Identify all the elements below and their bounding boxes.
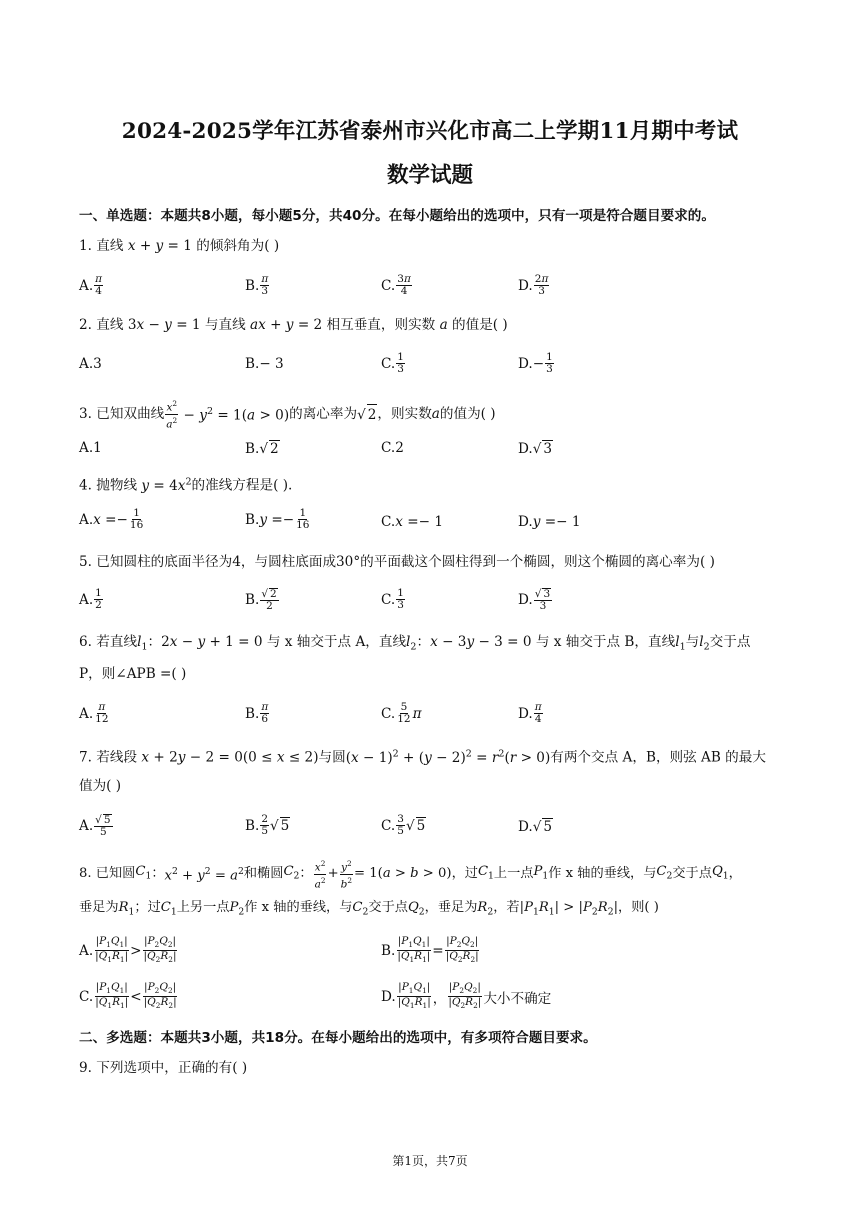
q6-eq1: 2x − y + 1 = 0 [161,634,267,650]
option-label: D. [518,705,533,722]
option-label: C. [381,355,396,372]
q2-line1: 3x − y = 1 [127,317,201,333]
question-2 [79,315,508,335]
fraction: $\frac{3\pi}{4}$ [397,273,411,297]
option-label: B. [245,277,260,294]
q8-text: ；过 [134,900,161,915]
q2-line2: ax + y = 2 [250,317,323,333]
fraction: $\frac{\pi}{4}$ [534,701,542,725]
q7-option-d[interactable]: D. √ 5 [518,818,553,835]
q8-text: 交于点 [672,866,712,881]
q2-option-d[interactable]: D. − $\frac{1}{3}$ [518,351,553,375]
option-label: C. [381,817,396,834]
option-label: A. [79,511,94,528]
q8-text: 交于点 [368,900,408,915]
q5-option-c[interactable] [381,588,406,611]
option-label: D. [518,514,533,530]
option-label: C. [79,988,94,1005]
section-single-choice: 一、单选题：本题共8小题，每小题5分，共40分。在每小题给出的选项中，只有一项是符合题目要求的。 [79,208,715,224]
option-label: B. [245,705,260,722]
q3-prefix: 3. 已知双曲线 [79,406,165,422]
option-label: C. [381,705,396,722]
q1-suffix: 的倾斜角为( ) [191,238,280,254]
fraction: $\frac{1}{3}$ [397,587,404,611]
q6-option-d[interactable] [518,702,544,725]
q8-option-c[interactable]: C. $\frac{|P_1Q_1|}{|Q_1R_1|}$ < $\frac{|P_2Q_2|}{|Q_2R_2|}$ [79,981,177,1011]
q7-option-c[interactable]: C. $\frac{3}{5}$ √ 5 [381,813,426,837]
fraction: $\frac{1}{2}$ [95,587,102,611]
q8-text: 作 x 轴的垂线，与 [548,866,657,881]
fraction: $\frac{|P_2Q_2|}{|Q_2R_2|}$ [445,935,479,965]
q6-l2: $l_2$ [406,634,417,653]
q6-option-c[interactable]: C. $\frac{5}{12}$ π [381,701,422,725]
question-5: 5. 已知圆柱的底面半径为4，与圆柱底面成30°的平面截这个圆柱得到一个椭圆，则这个椭圆的离心率为( ) [79,554,715,570]
option-label: D. [518,277,533,294]
q5-option-d[interactable] [518,588,553,612]
option-label: B. [381,942,396,959]
q7-text: 与圆 [318,749,346,766]
q3-end: 的值为( ) [439,406,496,422]
fraction: $\frac{|P_1Q_1|}{|Q_1R_1|}$ [95,981,129,1011]
option-label: A. [79,277,94,294]
question-8-line-1: 8. 已知圆 $C_1$ ： $x^2 + y^2 = a^2$ 和椭圆 $C_2$ ： $\frac{x^2}{a^2}$ + $\frac{y^2}{b^2}$ = 1(a > b > 0) ，过 $C_1$ 上一点 $P_1$ 作 x 轴的垂线，与 $C_2$ 交于点 $Q_1$ ， [79,859,742,890]
q3-option-c[interactable]: C. 2 [381,440,404,456]
q7-circle: $(x - 1)^2 + (y - 2)^2 = r^2(r > 0)$ [345,748,551,766]
q6-l1: $l_1$ [137,634,148,653]
q2-mid: 与直线 [200,317,250,333]
q3-suffix: ，则实数 [377,406,432,422]
q2-prefix: 2. 直线 [79,317,128,333]
fraction: $\frac{5}{12}$ [397,701,411,725]
q6-text: 与 x 轴交于点 B，直线 [535,634,676,650]
question-6-line-2: P，则∠APB =( ) [79,666,187,682]
option-label: A. [79,705,94,722]
question-1 [79,236,279,256]
q2-option-a[interactable]: A. 3 [79,356,102,372]
q4-option-c[interactable]: C. x =− 1 [381,514,443,530]
q4-option-d[interactable]: D. y =− 1 [518,514,581,530]
q4-prefix: 4. 抛物线 [79,477,142,494]
option-label: B. [245,356,260,372]
q4-suffix: 的准线方程是( ). [191,477,293,494]
q5-option-b[interactable] [245,588,280,612]
q1-option-a[interactable] [79,274,104,297]
question-4 [79,472,292,496]
fraction: $\frac{\pi}{4}$ [95,273,103,297]
q4-option-b[interactable]: B. y =− $\frac{1}{16}$ [245,507,310,531]
option-label: A. [79,942,94,959]
option-label: A. [79,356,94,372]
q1-option-d[interactable] [518,274,550,297]
q8-text: ，则( ) [618,900,659,915]
q3-equation: − $y^2 = 1(a > 0)$ [183,406,290,424]
fraction: $\frac{√ 5}{5}$ [95,814,111,838]
option-label: C. [381,514,396,530]
option-label: C. [381,277,396,294]
q8-option-d[interactable]: D. $\frac{|P_1Q_1|}{|Q_1R_1|}$ ， $\frac{|P_2Q_2|}{|Q_2R_2|}$ 大小不确定 [381,981,552,1011]
fraction: $\frac{√ 3}{3}$ [534,588,551,612]
fraction: $\frac{\pi}{3}$ [261,273,269,297]
q6-l1l2: $l_1$ [675,634,686,653]
q2-end: 的值是( ) [447,317,508,333]
q8-option-a[interactable]: A. $\frac{|P_1Q_1|}{|Q_1R_1|}$ > $\frac{|P_2Q_2|}{|Q_2R_2|}$ [79,935,177,965]
fraction: $\frac{x^2}{a^2}$ [166,399,178,430]
page-footer: 第1页，共7页 [392,1154,468,1168]
q6-option-b[interactable] [245,702,270,725]
fraction: $\frac{2}{5}$ [261,813,268,837]
q2-option-b[interactable]: B. − 3 [245,356,284,372]
option-label: D. [518,818,533,835]
q8-text: ，垂足为 [424,900,478,915]
q6-option-a[interactable] [79,702,111,725]
question-7-line-2: 值为( ) [79,778,122,794]
q1-equation: x + y = 1 [127,238,192,254]
q3-option-d[interactable]: D. √ 3 [518,440,553,457]
fraction: $\frac{\pi}{12}$ [95,701,109,725]
q8-text: 和椭圆 [243,866,284,881]
q1-option-b[interactable] [245,274,270,297]
fraction: $\frac{\pi}{6}$ [261,701,269,725]
q8-circle: $x^2 + y^2 = a^2$ [164,865,244,884]
question-3 [79,398,496,430]
q8-text: ，过 [451,866,478,881]
option-label: A. [79,591,94,608]
q1-prefix: 1. 直线 [79,238,128,254]
fraction: $\frac{1}{3}$ [397,351,404,375]
sqrt-2: √ 2 [357,404,377,425]
q3-option-a[interactable]: A. 1 [79,440,102,456]
q3-mid: 的离心率为 [289,406,358,422]
option-label: A. [79,818,94,834]
q3-option-b[interactable]: B. √ 2 [245,440,279,457]
q8-option-b[interactable]: B. $\frac{|P_1Q_1|}{|Q_1R_1|}$ = $\frac{|P_2Q_2|}{|Q_2R_2|}$ [381,935,479,965]
fraction: $\frac{y^2}{b^2}$ [340,859,353,890]
q7-segment: x + 2y − 2 = 0(0 ≤ x ≤ 2) [141,749,319,766]
q3-var-a: a [431,406,440,422]
fraction: $\frac{1}{16}$ [296,507,310,531]
fraction: $\frac{1}{16}$ [129,507,144,531]
option-label: B. [245,440,260,457]
fraction: $\frac{|P_1Q_1|}{|Q_1R_1|}$ [397,981,431,1011]
option-label: D. [518,440,533,457]
q8-text: 上一点 [493,866,534,881]
q2-var-a: a [439,317,448,333]
q5-option-a[interactable] [79,588,104,611]
question-9: 9. 下列选项中，正确的有( ) [79,1060,248,1076]
fraction: $\frac{|P_2Q_2|}{|Q_2R_2|}$ [448,981,482,1011]
fraction: $\frac{|P_2Q_2|}{|Q_2R_2|}$ [143,935,177,965]
q2-option-c[interactable] [381,352,406,375]
q4-option-a[interactable]: A. x =− $\frac{1}{16}$ [79,507,144,531]
option-label: D. [518,355,533,372]
q4-equation: $y = 4x^2$ [141,476,192,494]
q1-option-c[interactable] [381,274,413,297]
exam-title: 2024-2025学年江苏省泰州市兴化市高二上学期11月期中考试 [121,119,739,144]
q8-text: 8. 已知圆 [79,866,136,881]
q8-option-d-text: 大小不确定 [483,990,552,1007]
option-label: C. [381,591,396,608]
fraction: $\frac{3}{5}$ [397,813,404,837]
q8-text: ，若 [493,900,520,915]
q2-suffix: 相互垂直，则实数 [322,317,440,333]
q8-text: 作 x 轴的垂线，与 [244,900,353,915]
q7-text: 有两个交点 A，B，则弦 AB 的最大 [550,749,766,766]
q7-option-a[interactable] [79,814,114,838]
q6-text: 与 x 轴交于点 A，直线 [266,634,407,650]
option-label: D. [381,988,396,1005]
q8-text: 上另一点 [176,900,230,915]
fraction: $\frac{√ 2}{2}$ [261,588,277,612]
q7-text: 7. 若线段 [79,749,142,766]
fraction: $\frac{|P_2Q_2|}{|Q_2R_2|}$ [143,981,177,1011]
q8-text: 垂足为 [79,900,119,915]
question-7-line-1 [79,744,766,768]
question-8-line-2: 垂足为$R_1$；过$C_1$上另一点$P_2$作 x 轴的垂线，与$C_2$交于点$Q_2$，垂足为$R_2$，若$|P_1R_1| > |P_2R_2|$，则( ) [79,900,659,918]
option-label: B. [245,817,260,834]
option-label: B. [245,592,260,608]
fraction: $\frac{1}{3}$ [546,351,553,375]
option-label: C. [381,440,396,456]
option-label: A. [79,440,94,456]
q6-text: 交于点 [709,634,751,650]
option-label: B. [245,511,260,528]
question-6-line-1: 6. 若直线$l_1$：2x − y + 1 = 0 与 x 轴交于点 A，直线$l_2$：x − 3y − 3 = 0 与 x 轴交于点 B，直线$l_1$与$l_2$交于点 [79,634,751,653]
fraction: $\frac{|P_1Q_1|}{|Q_1R_1|}$ [95,935,129,965]
section-multiple-choice: 二、多选题：本题共3小题，共18分。在每小题给出的选项中，有多项符合题目要求。 [79,1030,597,1046]
option-label: D. [518,592,533,608]
q6-text: 6. 若直线 [79,634,138,650]
exam-subtitle: 数学试题 [386,163,473,188]
fraction: $\frac{x^2}{a^2}$ [314,859,326,890]
fraction: $\frac{|P_1Q_1|}{|Q_1R_1|}$ [397,935,431,965]
fraction: $\frac{2\pi}{3}$ [534,273,549,297]
q7-option-b[interactable]: B. $\frac{2}{5}$ √ 5 [245,813,290,837]
q6-eq2: x − 3y − 3 = 0 [430,634,536,650]
